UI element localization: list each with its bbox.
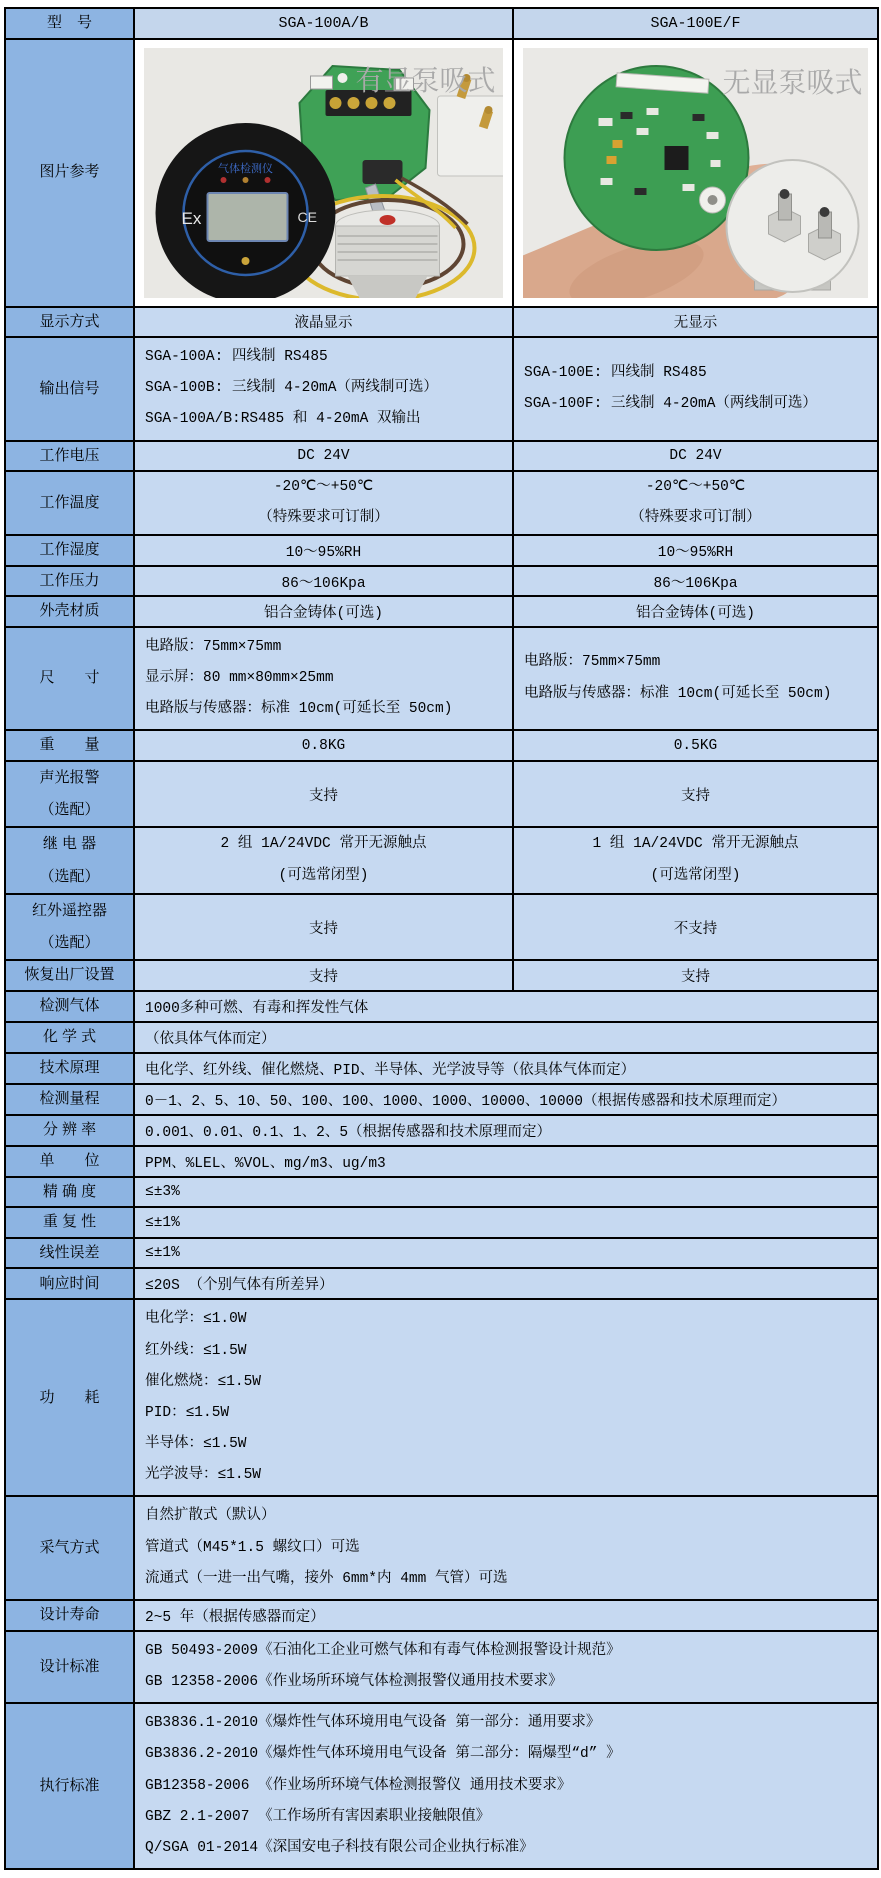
spec-row-relay (5, 827, 878, 894)
lifespan-value: 2~5 年（根据传感器而定） (134, 1600, 878, 1631)
spec-row-units (5, 1146, 878, 1177)
resolution-value: 0.001、0.01、0.1、1、2、5（根据传感器和技术原理而定） (134, 1115, 878, 1146)
factory-reset-value-b: 支持 (513, 960, 878, 991)
spec-row-temperature (5, 471, 878, 535)
spec-row-alarm (5, 761, 878, 828)
display-value-a: 液晶显示 (134, 307, 513, 338)
spec-row-design-standard (5, 1631, 878, 1703)
model-header-label: 型 号 (5, 8, 134, 39)
principle-value: 电化学、红外线、催化燃烧、PID、半导体、光学波导等（依具体气体而定） (134, 1053, 878, 1084)
model-b-header: SGA-100E/F (513, 8, 878, 39)
spec-label-alarm (5, 761, 134, 828)
spec-line: 1 组 1A/24VDC 常开无源触点 (592, 836, 799, 853)
spec-line: 流通式（一进一出气嘴，接外 6mm*内 4mm 气管）可选 (145, 1570, 508, 1587)
alarm-value-a: 支持 (134, 761, 513, 828)
spec-line: 2 组 1A/24VDC 常开无源触点 (220, 836, 427, 853)
spec-line: 红外线：≤1.5W (145, 1342, 247, 1359)
spec-row-principle (5, 1053, 878, 1084)
spec-label-voltage: 工作电压 (5, 441, 134, 472)
remote-value-b: 不支持 (513, 894, 878, 961)
pcb-illustration (565, 66, 749, 250)
spec-row-pressure (5, 566, 878, 597)
spec-line: 自然扩散式（默认） (145, 1508, 276, 1525)
relay-value-b (513, 827, 878, 894)
spec-row-formula (5, 1022, 878, 1053)
spec-row-response-time (5, 1268, 878, 1299)
spec-label-response-time: 响应时间 (5, 1268, 134, 1299)
gases-value: 1000多种可燃、有毒和挥发性气体 (134, 991, 878, 1022)
spec-row-output (5, 337, 878, 441)
housing-value-b: 铝合金铸体(可选) (513, 596, 878, 627)
spec-label-accuracy: 精 确 度 (5, 1177, 134, 1208)
output-value-b (513, 337, 878, 441)
spec-line: SGA-100A/B:RS485 和 4-20mA 双输出 (145, 411, 421, 428)
spec-label-weight: 重 量 (5, 730, 134, 761)
spec-label-sampling: 采气方式 (5, 1496, 134, 1600)
temperature-value-b (513, 471, 878, 535)
remote-value-a: 支持 (134, 894, 513, 961)
accuracy-value: ≤±3% (134, 1177, 878, 1208)
spec-line: -20℃～+50℃ (645, 479, 746, 496)
spec-line: 光学波导：≤1.5W (145, 1467, 262, 1484)
spec-line: (可选常闭型) (278, 867, 369, 884)
spec-line: SGA-100F: 三线制 4-20mA（两线制可选） (524, 395, 817, 412)
spec-row-range (5, 1084, 878, 1115)
device-title-text: 气体检测仪 (218, 162, 273, 175)
voltage-value-a: DC 24V (134, 441, 513, 472)
spec-row-humidity (5, 535, 878, 566)
spec-line: SGA-100B: 三线制 4-20mA（两线制可选） (145, 380, 438, 397)
spec-row-lifespan (5, 1600, 878, 1631)
header-row (5, 8, 878, 39)
spec-label-humidity: 工作湿度 (5, 535, 134, 566)
exec-standard-value (134, 1703, 878, 1869)
spec-line: （选配） (39, 867, 100, 885)
ce-mark-text: CE (297, 208, 317, 225)
pressure-value-a: 86～106Kpa (134, 566, 513, 597)
spec-label-repeatability: 重 复 性 (5, 1207, 134, 1238)
units-value: PPM、%LEL、%VOL、mg/m3、ug/m3 (134, 1146, 878, 1177)
spec-line: 电路版：75mm×75mm (524, 654, 661, 671)
spec-label-design-standard: 设计标准 (5, 1631, 134, 1703)
factory-reset-value-a: 支持 (134, 960, 513, 991)
spec-line: 红外遥控器 (31, 901, 107, 919)
spec-row-dimensions (5, 627, 878, 731)
spec-label-temperature: 工作温度 (5, 471, 134, 535)
spec-label-pressure: 工作压力 (5, 566, 134, 597)
spec-line: GB12358-2006 《作业场所环境气体检测报警仪 通用技术要求》 (145, 1777, 572, 1794)
alarm-value-b: 支持 (513, 761, 878, 828)
dimensions-value-b (513, 627, 878, 731)
spec-line: 声光报警 (39, 768, 100, 786)
spec-row-sampling (5, 1496, 878, 1600)
repeatability-value: ≤±1% (134, 1207, 878, 1238)
ex-mark-text: Ex (181, 208, 202, 228)
spec-line: （选配） (39, 801, 100, 819)
spec-label-relay (5, 827, 134, 894)
spec-line: 继 电 器 (42, 835, 97, 853)
power-value (134, 1299, 878, 1496)
formula-value: （依具体气体而定） (134, 1022, 878, 1053)
spec-label-housing: 外壳材质 (5, 596, 134, 627)
temperature-value-a (134, 471, 513, 535)
spec-row-linearity (5, 1238, 878, 1269)
spec-label-dimensions: 尺 寸 (5, 627, 134, 731)
watermark-b-text: 无显泵吸式 (722, 66, 863, 98)
spec-line: 电化学：≤1.0W (145, 1311, 247, 1328)
spec-label-power: 功 耗 (5, 1299, 134, 1496)
voltage-value-b: DC 24V (513, 441, 878, 472)
dimensions-value-a (134, 627, 513, 731)
spec-row-factory-reset (5, 960, 878, 991)
spec-label-output: 输出信号 (5, 337, 134, 441)
range-value: 0－1、2、5、10、50、100、100、1000、1000、10000、10000（根据传感器和技术原理而定） (134, 1084, 878, 1115)
spec-line: 管道式（M45*1.5 螺纹口）可选 (145, 1539, 360, 1556)
weight-value-a: 0.8KG (134, 730, 513, 761)
spec-row-accuracy (5, 1177, 878, 1208)
detector-illustration (156, 123, 336, 298)
design-standard-value (134, 1631, 878, 1703)
humidity-value-a: 10～95%RH (134, 535, 513, 566)
spec-label-factory-reset: 恢复出厂设置 (5, 960, 134, 991)
spec-line: SGA-100E: 四线制 RS485 (524, 364, 707, 381)
spec-label-linearity: 线性误差 (5, 1238, 134, 1269)
sampling-value (134, 1496, 878, 1600)
spec-label-lifespan: 设计寿命 (5, 1600, 134, 1631)
spec-row-voltage (5, 441, 878, 472)
spec-line: （选配） (39, 934, 100, 952)
spec-row-resolution (5, 1115, 878, 1146)
spec-label-exec-standard: 执行标准 (5, 1703, 134, 1869)
spec-row-weight (5, 730, 878, 761)
spec-row-gases (5, 991, 878, 1022)
spec-label-remote (5, 894, 134, 961)
spec-label-resolution: 分 辨 率 (5, 1115, 134, 1146)
spec-row-power (5, 1299, 878, 1496)
photo-row (5, 39, 878, 307)
product-photo-b (523, 48, 868, 298)
spec-label-range: 检测量程 (5, 1084, 134, 1115)
spec-row-exec-standard (5, 1703, 878, 1869)
spec-row-housing (5, 596, 878, 627)
product-photo-b-cell (513, 39, 878, 307)
housing-value-a: 铝合金铸体(可选) (134, 596, 513, 627)
sensor-red-dot (380, 215, 396, 225)
weight-value-b: 0.5KG (513, 730, 878, 761)
humidity-value-b: 10～95%RH (513, 535, 878, 566)
spec-line: -20℃～+50℃ (273, 479, 374, 496)
model-a-header: SGA-100A/B (134, 8, 513, 39)
spec-line: GB 12358-2006《作业场所环境气体检测报警仪通用技术要求》 (145, 1674, 563, 1691)
photo-row-label: 图片参考 (5, 39, 134, 307)
spec-line: （特殊要求可订制） (258, 510, 389, 527)
spec-label-units: 单 位 (5, 1146, 134, 1177)
spec-label-formula: 化 学 式 (5, 1022, 134, 1053)
pressure-value-b: 86～106Kpa (513, 566, 878, 597)
response-time-value: ≤20S （个别气体有所差异） (134, 1268, 878, 1299)
spec-label-principle: 技术原理 (5, 1053, 134, 1084)
spec-line: 显示屏：80 mm×80mm×25mm (145, 670, 334, 687)
spec-line: 半导体：≤1.5W (145, 1436, 247, 1453)
spec-line: 电路版：75mm×75mm (145, 638, 282, 655)
watermark-a-text: 有显泵吸式 (355, 64, 496, 96)
spec-line: GB 50493-2009《石油化工企业可燃气体和有毒气体检测报警设计规范》 (145, 1642, 621, 1659)
linearity-value: ≤±1% (134, 1238, 878, 1269)
output-value-a (134, 337, 513, 441)
product-photo-a (144, 48, 503, 298)
display-value-b: 无显示 (513, 307, 878, 338)
spec-line: SGA-100A: 四线制 RS485 (145, 349, 328, 365)
sensor-cylinder-illustration (727, 160, 859, 292)
spec-line: 电路版与传感器：标准 10cm(可延长至 50cm) (145, 701, 453, 718)
spec-line: 催化燃烧：≤1.5W (145, 1373, 262, 1390)
spec-line: GBZ 2.1-2007 《工作场所有害因素职业接触限值》 (145, 1808, 491, 1825)
spec-line: PID：≤1.5W (145, 1404, 230, 1421)
relay-value-a (134, 827, 513, 894)
spec-label-display: 显示方式 (5, 307, 134, 338)
spec-row-remote (5, 894, 878, 961)
spec-line: (可选常闭型) (650, 867, 741, 884)
spec-line: Q/SGA 01-2014《深国安电子科技有限公司企业执行标准》 (145, 1839, 534, 1856)
spec-line: （特殊要求可订制） (630, 510, 761, 527)
spec-line: GB3836.2-2010《爆炸性气体环境用电气设备 第二部分：隔爆型“d” 》 (145, 1746, 621, 1763)
spec-row-display (5, 307, 878, 338)
spec-line: 电路版与传感器：标准 10cm(可延长至 50cm) (524, 685, 832, 702)
spec-line: GB3836.1-2010《爆炸性气体环境用电气设备 第一部分：通用要求》 (145, 1715, 601, 1732)
product-photo-a-cell (134, 39, 513, 307)
spec-label-gases: 检测气体 (5, 991, 134, 1022)
spec-table (4, 7, 879, 1870)
spec-row-repeatability (5, 1207, 878, 1238)
